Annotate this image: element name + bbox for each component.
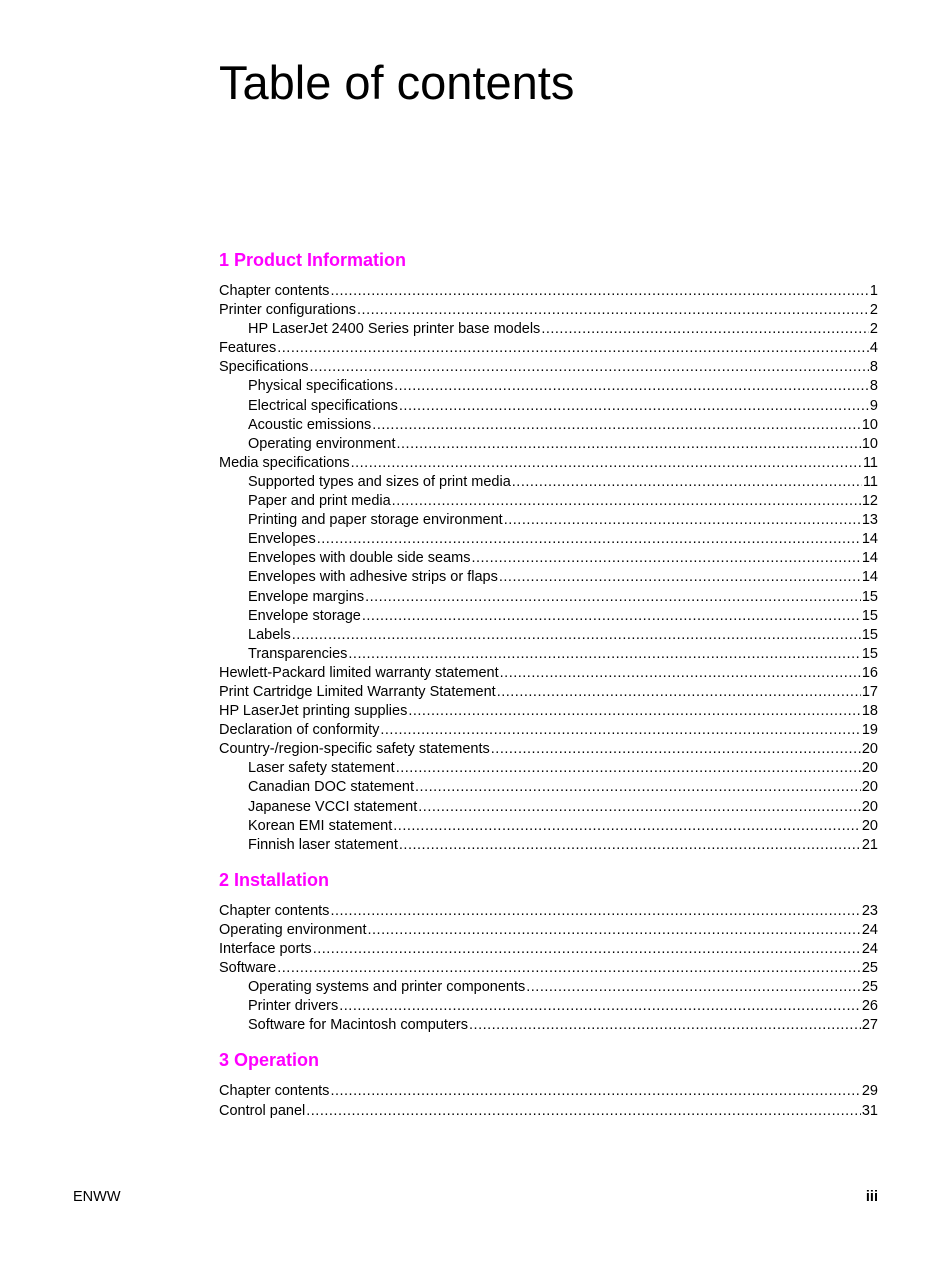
- toc-entry-page-number: 8: [869, 359, 878, 376]
- toc-entry-page-number: 15: [861, 645, 878, 662]
- dot-leader: [526, 978, 861, 997]
- toc-entry-page-number: 8: [869, 378, 878, 395]
- chapter-section: [219, 867, 878, 1036]
- toc-entry-page-number: 14: [861, 531, 878, 548]
- toc-entry-title: Labels: [248, 626, 291, 643]
- toc-entry-title: Envelope margins: [248, 588, 365, 605]
- toc-entry-title: Specifications: [219, 359, 309, 376]
- toc-entry-title: HP LaserJet 2400 Series printer base models: [248, 321, 541, 338]
- toc-entry[interactable]: [219, 454, 878, 473]
- toc-entry-page-number: 4: [869, 340, 878, 357]
- toc-entry-title: Software: [219, 960, 277, 977]
- dot-leader: [504, 511, 861, 530]
- toc-entry-page-number: 25: [861, 979, 878, 996]
- toc-entry[interactable]: [219, 435, 878, 454]
- dot-leader: [491, 740, 861, 759]
- dot-leader: [393, 817, 861, 836]
- toc-entry-page-number: 10: [861, 416, 878, 433]
- dot-leader: [397, 435, 861, 454]
- dot-leader: [471, 549, 860, 568]
- toc-entry-title: HP LaserJet printing supplies: [219, 703, 408, 720]
- toc-entry-page-number: 12: [861, 493, 878, 510]
- toc-entry[interactable]: [219, 1082, 878, 1101]
- dot-leader: [330, 902, 860, 921]
- toc-entry-page-number: 19: [861, 722, 878, 739]
- toc-entry-title: Print Cartridge Limited Warranty Statement: [219, 683, 496, 700]
- toc-entry-page-number: 11: [862, 473, 878, 490]
- toc-entry-page-number: 26: [861, 998, 878, 1015]
- toc-entry[interactable]: [219, 940, 878, 959]
- toc-entry[interactable]: [219, 959, 878, 978]
- toc-entry[interactable]: [219, 626, 878, 645]
- toc-entry[interactable]: [219, 921, 878, 940]
- toc-entry[interactable]: [219, 798, 878, 817]
- toc-entry[interactable]: [219, 588, 878, 607]
- toc-entry-title: Transparencies: [248, 645, 348, 662]
- dot-leader: [399, 397, 869, 416]
- dot-leader: [362, 607, 861, 626]
- toc-entry-page-number: 27: [861, 1017, 878, 1034]
- toc-entry-title: Envelopes with double side seams: [248, 550, 471, 567]
- toc-entry-page-number: 21: [861, 836, 878, 853]
- toc-entry-page-number: 14: [861, 569, 878, 586]
- toc-entry-page-number: 20: [861, 817, 878, 834]
- toc-entry-page-number: 1: [869, 283, 878, 299]
- toc-entry[interactable]: [219, 282, 878, 301]
- toc-entry[interactable]: [219, 836, 878, 855]
- toc-entry[interactable]: [219, 664, 878, 683]
- toc-entry-title: Japanese VCCI statement: [248, 798, 418, 815]
- chapter-section: [219, 1047, 878, 1120]
- page-title: Table of contents: [219, 56, 575, 109]
- toc-entry[interactable]: [219, 683, 878, 702]
- dot-leader: [348, 645, 860, 664]
- toc-entry-title: Finnish laser statement: [248, 836, 398, 853]
- toc-entry[interactable]: [219, 721, 878, 740]
- toc-entry-page-number: 24: [861, 921, 878, 938]
- toc-entry-title: Paper and print media: [248, 493, 391, 510]
- dot-leader: [497, 683, 861, 702]
- toc-entry-page-number: 2: [869, 321, 878, 338]
- dot-leader: [277, 339, 869, 358]
- toc-entry[interactable]: [219, 473, 878, 492]
- toc-entry[interactable]: [219, 997, 878, 1016]
- toc-entry[interactable]: [219, 645, 878, 664]
- toc-entry[interactable]: [219, 759, 878, 778]
- toc-entry[interactable]: [219, 702, 878, 721]
- toc-entry[interactable]: [219, 320, 878, 339]
- chapter-heading[interactable]: 3 Operation: [219, 1050, 320, 1071]
- toc-entry[interactable]: [219, 492, 878, 511]
- dot-leader: [399, 836, 861, 855]
- toc-entry[interactable]: [219, 339, 878, 358]
- dot-leader: [306, 1102, 861, 1121]
- toc-entry-title: Control panel: [219, 1102, 306, 1119]
- dot-leader: [469, 1016, 861, 1035]
- dot-leader: [372, 416, 861, 435]
- dot-leader: [392, 492, 861, 511]
- toc-entry-title: Laser safety statement: [248, 760, 395, 777]
- toc-entry-page-number: 15: [861, 588, 878, 605]
- toc-entry-title: Canadian DOC statement: [248, 779, 415, 796]
- toc-entry[interactable]: [219, 817, 878, 836]
- dot-leader: [339, 997, 861, 1016]
- toc-entry-title: Hewlett-Packard limited warranty statement: [219, 664, 499, 681]
- dot-leader: [418, 798, 861, 817]
- toc-entry-title: Operating environment: [248, 435, 396, 452]
- toc-entry-title: Chapter contents: [219, 1083, 330, 1100]
- dot-leader: [365, 588, 861, 607]
- toc-entry-title: Envelope storage: [248, 607, 361, 624]
- toc-entry-title: Operating systems and printer components: [248, 979, 526, 996]
- toc-entry[interactable]: [219, 511, 878, 530]
- toc-entry-page-number: 25: [861, 960, 878, 977]
- table-of-contents: [219, 247, 878, 1121]
- dot-leader: [351, 454, 862, 473]
- chapter-section: [219, 247, 878, 855]
- toc-entry-title: Envelopes: [248, 531, 316, 548]
- dot-leader: [541, 320, 869, 339]
- toc-entry-title: Operating environment: [219, 921, 367, 938]
- toc-entry-page-number: 16: [861, 664, 878, 681]
- toc-entry-title: Interface ports: [219, 941, 312, 957]
- toc-entry-title: Declaration of conformity: [219, 722, 380, 739]
- footer-label: ENWW: [73, 1189, 121, 1205]
- toc-entry-page-number: 14: [861, 550, 878, 567]
- toc-entry-title: Media specifications: [219, 454, 350, 471]
- dot-leader: [500, 664, 861, 683]
- toc-entry-page-number: 10: [861, 435, 878, 452]
- toc-entry-title: Korean EMI statement: [248, 817, 393, 834]
- toc-entry[interactable]: [219, 301, 878, 320]
- toc-entry-title: Chapter contents: [219, 283, 330, 299]
- toc-entry-title: Country-/region-specific safety statements: [219, 741, 490, 758]
- dot-leader: [292, 626, 861, 645]
- toc-entry-page-number: 13: [861, 512, 878, 529]
- dot-leader: [317, 530, 861, 549]
- toc-entry[interactable]: [219, 778, 878, 797]
- toc-entry-page-number: 20: [861, 741, 878, 758]
- toc-entry-title: Envelopes with adhesive strips or flaps: [248, 569, 498, 586]
- toc-entry-page-number: 15: [861, 607, 878, 624]
- dot-leader: [313, 940, 861, 959]
- toc-entry[interactable]: [219, 902, 878, 921]
- toc-entry-page-number: 18: [861, 703, 878, 720]
- dot-leader: [309, 358, 868, 377]
- dot-leader: [408, 702, 861, 721]
- toc-entry[interactable]: [219, 740, 878, 759]
- toc-entry-title: Chapter contents: [219, 902, 330, 919]
- dot-leader: [499, 568, 861, 587]
- toc-entry-page-number: 24: [861, 941, 878, 957]
- toc-entry-title: Supported types and sizes of print media: [248, 473, 511, 490]
- dot-leader: [380, 721, 860, 740]
- toc-entry-page-number: 11: [862, 454, 878, 471]
- toc-entry-page-number: 29: [861, 1083, 878, 1100]
- toc-entry-page-number: 9: [869, 397, 878, 414]
- dot-leader: [368, 921, 861, 940]
- toc-entry[interactable]: [219, 397, 878, 416]
- dot-leader: [357, 301, 869, 320]
- toc-entry[interactable]: [219, 1016, 878, 1035]
- toc-entry-title: Printing and paper storage environment: [248, 512, 503, 529]
- toc-entry-title: Printer drivers: [248, 998, 339, 1015]
- chapter-heading[interactable]: 1 Product Information: [219, 250, 407, 270]
- toc-entry-page-number: 20: [861, 760, 878, 777]
- toc-entry-page-number: 23: [861, 902, 878, 919]
- toc-entry[interactable]: [219, 530, 878, 549]
- toc-entry-page-number: 17: [861, 683, 878, 700]
- toc-entry[interactable]: [219, 358, 878, 377]
- toc-entry[interactable]: [219, 978, 878, 997]
- dot-leader: [330, 282, 868, 301]
- dot-leader: [394, 377, 869, 396]
- dot-leader: [396, 759, 861, 778]
- toc-entry-page-number: 31: [861, 1102, 878, 1119]
- toc-entry-title: Acoustic emissions: [248, 416, 372, 433]
- toc-entry-page-number: 20: [861, 779, 878, 796]
- toc-entry-title: Physical specifications: [248, 378, 394, 395]
- toc-entry-page-number: 15: [861, 626, 878, 643]
- toc-entry[interactable]: [219, 607, 878, 626]
- toc-entry-title: Printer configurations: [219, 302, 357, 319]
- toc-entry[interactable]: [219, 568, 878, 587]
- page-number: iii: [865, 1189, 878, 1205]
- toc-entry[interactable]: [219, 549, 878, 568]
- toc-entry[interactable]: [219, 377, 878, 396]
- toc-entry-page-number: 20: [861, 798, 878, 815]
- dot-leader: [330, 1082, 860, 1101]
- toc-entry-title: Features: [219, 340, 277, 357]
- dot-leader: [277, 959, 861, 978]
- dot-leader: [415, 778, 861, 797]
- toc-entry-page-number: 2: [869, 302, 878, 319]
- toc-entry-title: Software for Macintosh computers: [248, 1017, 469, 1034]
- chapter-heading[interactable]: 2 Installation: [219, 869, 330, 890]
- toc-entry[interactable]: [219, 1102, 878, 1121]
- toc-entry[interactable]: [219, 416, 878, 435]
- dot-leader: [512, 473, 862, 492]
- toc-entry-title: Electrical specifications: [248, 397, 398, 414]
